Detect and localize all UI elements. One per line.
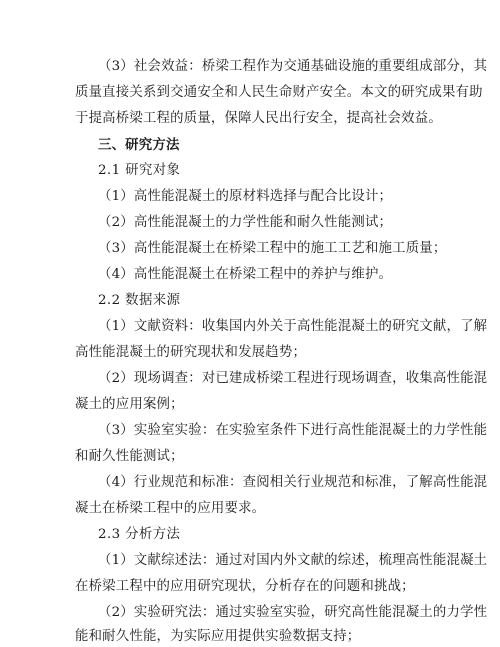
list-item: （3）实验室实验：在实验室条件下进行高性能混凝土的力学性能 <box>98 423 488 438</box>
paragraph-social-line-3: 于提高桥梁工程的质量，保障人民出行安全，提高社会效益。 <box>75 111 442 126</box>
paragraph-social-line-1: （3）社会效益：桥梁工程作为交通基础设施的重要组成部分，其 <box>98 59 488 74</box>
list-item-continuation: 和耐久性能测试； <box>75 449 184 464</box>
list-item: （1）文献资料：收集国内外关于高性能混凝土的研究文献，了解 <box>98 319 488 334</box>
list-item-continuation: 凝土的应用案例； <box>75 397 184 412</box>
list-item: （2）实验研究法：通过实验室实验，研究高性能混凝土的力学性 <box>98 605 488 620</box>
list-item: （1）高性能混凝土的原材料选择与配合比设计； <box>98 189 393 204</box>
list-item: （2）高性能混凝土的力学性能和耐久性能测试； <box>98 215 393 230</box>
list-item-continuation: 高性能混凝土的研究现状和发展趋势； <box>75 345 307 360</box>
section-heading: 三、研究方法 <box>98 137 180 153</box>
list-item: （1）文献综述法：通过对国内外文献的综述，梳理高性能混凝土 <box>98 553 488 568</box>
list-item-continuation: 能和耐久性能，为实际应用提供实验数据支持； <box>75 629 361 644</box>
list-item: （3）高性能混凝土在桥梁工程中的施工工艺和施工质量； <box>98 241 447 256</box>
list-item: （4）行业规范和标准：查阅相关行业规范和标准，了解高性能混 <box>98 475 488 490</box>
list-item: （2）现场调查：对已建成桥梁工程进行现场调查，收集高性能混 <box>98 371 488 386</box>
list-item: （4）高性能混凝土在桥梁工程中的养护与维护。 <box>98 267 393 282</box>
subsection-2-3-title: 2.3 分析方法 <box>98 527 181 542</box>
paragraph-social-line-2: 质量直接关系到交通安全和人民生命财产安全。本文的研究成果有助 <box>75 85 483 100</box>
subsection-2-2-title: 2.2 数据来源 <box>98 293 181 308</box>
list-item-continuation: 凝土在桥梁工程中的应用要求。 <box>75 501 266 516</box>
list-item-continuation: 在桥梁工程中的应用研究现状，分析存在的问题和挑战； <box>75 579 415 594</box>
subsection-2-1-title: 2.1 研究对象 <box>98 163 181 178</box>
